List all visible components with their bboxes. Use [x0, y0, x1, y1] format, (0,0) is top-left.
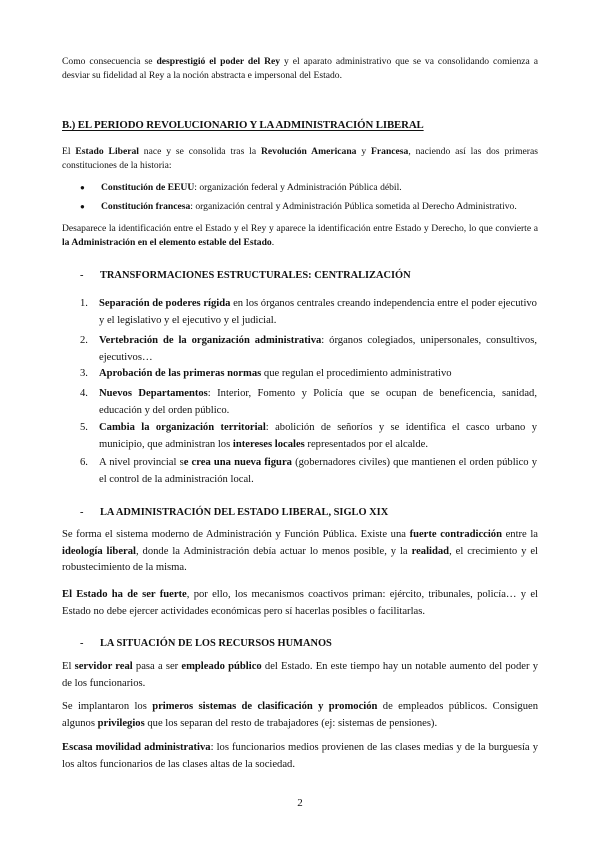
dash-marker: - — [80, 638, 84, 649]
bold-run: El Estado ha de ser fuerte — [62, 589, 187, 600]
bold-run: Escasa movilidad administrativa — [62, 742, 211, 753]
bold-run: intereses locales — [232, 438, 305, 450]
bold-run: la Administración en el elemento estable del Estado — [62, 237, 272, 248]
bold-run: Francesa — [371, 146, 409, 157]
bold-run: e crea una nueva figura — [183, 457, 292, 468]
text-run: representados por el alcalde. — [304, 438, 429, 450]
text-run: Como consecuencia se — [62, 56, 157, 67]
text-run: (gobernadores civiles) que mantienen el orden público y el control de la administración local. — [99, 457, 537, 485]
text-run: en los órganos centrales creando independencia entre el poder ejecutivo y el legislativo y el ejecutivo y el judicial. — [99, 298, 537, 326]
bullet-icon: ● — [80, 183, 85, 192]
admin-liberal-paragraph-1 — [62, 527, 538, 577]
recursos-paragraph-2 — [62, 699, 538, 732]
bold-run: ideología liberal — [62, 545, 136, 557]
text-run: entre la — [502, 529, 538, 540]
bold-run: Revolución Americana — [260, 146, 357, 157]
dash-marker: - — [80, 270, 84, 281]
bold-run: privilegios — [97, 717, 145, 729]
text-run: : abolición de señoríos y se identifica el casco urbano y municipio, que administran los — [99, 422, 537, 450]
item-number: 3. — [80, 368, 88, 379]
text-run: Se implantaron los — [62, 701, 153, 712]
bold-run: Cambia la organización territorial — [99, 422, 266, 433]
text-run: de empleados públicos. Consiguen algunos — [62, 701, 538, 729]
text-run: . — [271, 237, 275, 248]
bold-run: servidor real — [74, 661, 133, 672]
bold-run: Estado Liberal — [75, 146, 139, 157]
section-heading: B.) EL PERIODO REVOLUCIONARIO Y LA ADMINISTRACIÓN LIBERAL — [62, 119, 424, 131]
text-run: : organización federal y Administración Pública débil. — [194, 182, 402, 193]
bold-run: realidad — [411, 545, 450, 557]
item-number: 4. — [80, 388, 88, 399]
text-run: pasa a ser — [132, 661, 182, 672]
text-run: , por ello, los mecanismos coactivos priman: ejército, tribunales, policía… y el Estado no debe ejercer actividades económicas pero sí hacerlas posibles o facilitarlas. — [62, 589, 538, 617]
text-run: del Estado. En este tiempo hay un notable aumento del poder y de los funcionarios. — [62, 661, 538, 689]
bold-run: Vertebración de la organización administrativa — [99, 335, 322, 346]
text-run: El — [62, 146, 76, 157]
bold-run: desprestigió el poder del Rey — [156, 56, 281, 67]
text-run: : Interior, Fomento y Policía que se ocupan de beneficencia, sanidad, educación y del orden público. — [99, 388, 537, 416]
bold-run: primeros sistemas de clasificación y promoción — [152, 701, 378, 712]
text-run: : organización central y Administración Pública sometida al Derecho Administrativo. — [190, 201, 517, 212]
text-run: nace y se consolida tras la — [138, 146, 261, 157]
bold-run: empleado público — [181, 661, 262, 672]
section-b-paragraph-2 — [62, 222, 538, 250]
bold-run: Constitución francesa — [101, 201, 191, 212]
text-run: : órganos colegiados, unipersonales, consultivos, ejecutivos… — [99, 335, 537, 363]
bullet-icon: ● — [80, 202, 85, 211]
bold-run: Nuevos Departamentos — [99, 388, 208, 399]
subsection-title: LA ADMINISTRACIÓN DEL ESTADO LIBERAL, SIGLO XIX — [100, 507, 389, 518]
dash-marker: - — [80, 507, 84, 518]
subsection-title: TRANSFORMACIONES ESTRUCTURALES: CENTRALIZACIÓN — [100, 270, 411, 281]
item-number: 5. — [80, 422, 88, 433]
admin-liberal-paragraph-2 — [62, 587, 538, 620]
text-run: , donde la Administración debía actuar lo menos posible, y la — [135, 545, 412, 557]
item-number: 1. — [80, 298, 88, 309]
text-run: que los separan del resto de trabajadores (ej: sistemas de pensiones). — [144, 717, 438, 729]
subsection-title: LA SITUACIÓN DE LOS RECURSOS HUMANOS — [100, 638, 332, 649]
text-run: , naciendo así las dos primeras constituciones de la historia: — [62, 146, 538, 171]
item-number: 2. — [80, 335, 88, 346]
text-run: Se forma el sistema moderno de Administración y Función Pública. Existe una — [62, 529, 410, 540]
text-run: El — [62, 661, 75, 672]
section-b-paragraph-1 — [62, 145, 538, 173]
text-run: , el crecimiento y el robustecimiento de la misma. — [62, 545, 539, 574]
text-run: que regulan el procedimiento administrativo — [261, 368, 452, 379]
item-number: 6. — [80, 457, 88, 468]
text-run: A nivel provincial s — [99, 457, 184, 468]
bold-run: Separación de poderes rígida — [99, 298, 231, 309]
bold-run: Aprobación de las primeras normas — [99, 368, 262, 379]
recursos-paragraph-3 — [62, 740, 538, 773]
text-run: y el aparato administrativo que se va consolidando comienza a desviar su fidelidad al Rey a la noción abstracta e impersonal del Estado. — [62, 56, 538, 81]
text-run: : los funcionarios medios provienen de las clases medias y de la burguesía y los altos funcionarios de las clases altas de la sociedad. — [62, 742, 538, 770]
page-number: 2 — [297, 797, 303, 809]
bold-run: Constitución de EEUU — [101, 182, 195, 193]
text-run: y — [356, 146, 372, 157]
bold-run: fuerte contradicción — [409, 529, 502, 540]
recursos-paragraph-1 — [62, 659, 538, 692]
text-run: Desaparece la identificación entre el Estado y el Rey y aparece la identificación entre Estado y Derecho, lo que convierte a — [62, 223, 538, 234]
intro-paragraph — [62, 55, 538, 83]
